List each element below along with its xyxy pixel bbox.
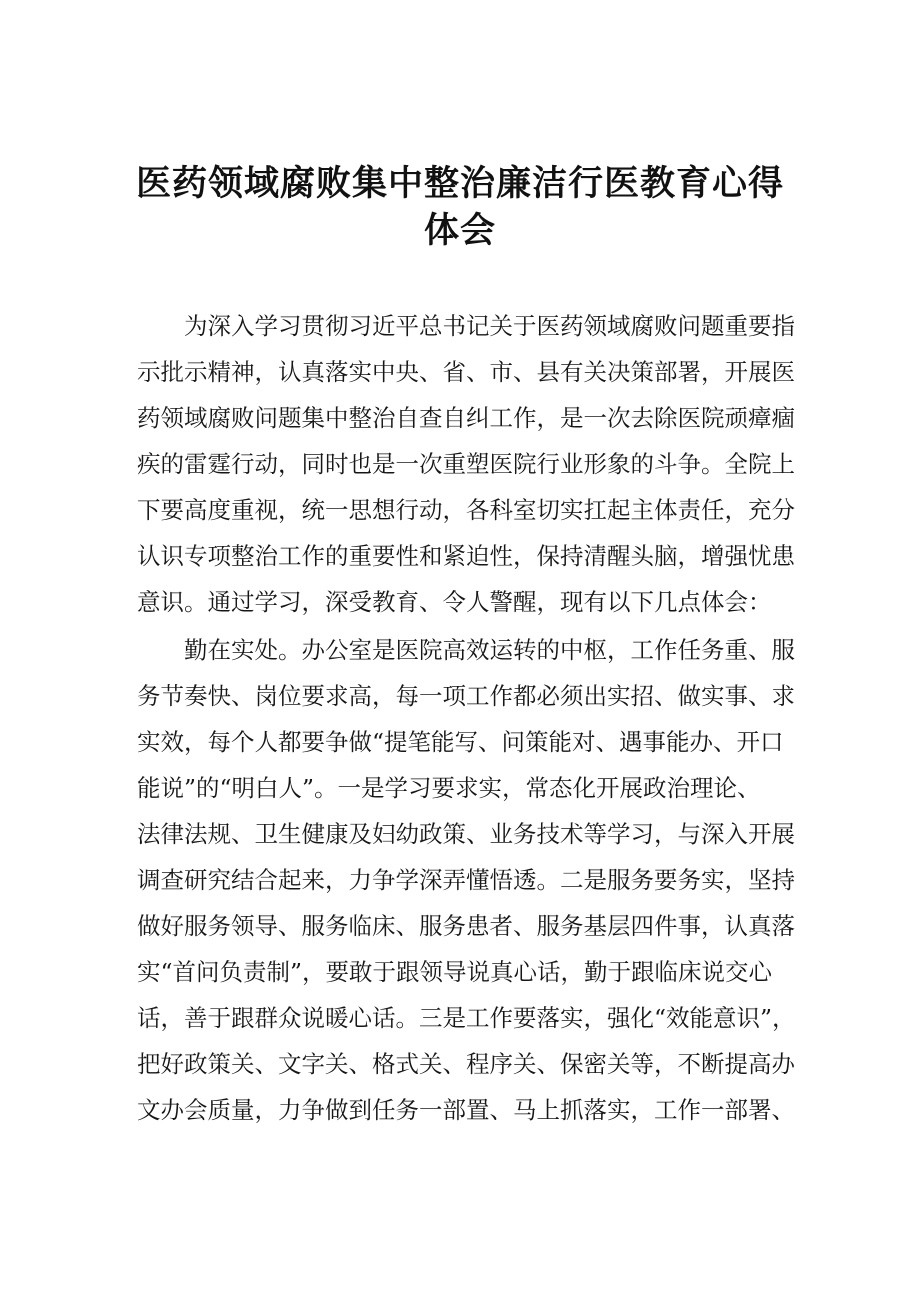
paragraph-1-line-3: 药领域腐败问题集中整治自查自纠工作，是一次去除医院顽瘴痼: [137, 404, 795, 432]
title-line-2: 体会: [423, 210, 496, 251]
paragraph-2-line-1: 勤在实处。办公室是医院高效运转的中枢，工作任务重、服: [184, 636, 795, 664]
paragraph-2-line-6: 调查研究结合起来，力争学深弄懂悟透。二是服务要务实，坚持: [137, 866, 795, 894]
paragraph-1-line-6: 认识专项整治工作的重要性和紧迫性，保持清醒头脑，增强忧患: [137, 542, 795, 570]
paragraph-2-line-7: 做好服务领导、服务临床、服务患者、服务基层四件事，认真落: [137, 912, 795, 940]
paragraph-2-line-8: 实“首问负责制”，要敢于跟领导说真心话，勤于跟临床说交心: [137, 958, 773, 986]
paragraph-1-line-2: 示批示精神，认真落实中央、省、市、县有关决策部署，开展医: [137, 358, 795, 386]
paragraph-2-line-11: 文办会质量，力争做到任务一部置、马上抓落实，工作一部署、: [137, 1096, 795, 1124]
paragraph-1-line-5: 下要高度重视，统一思想行动，各科室切实扛起主体责任，充分: [137, 496, 795, 524]
paragraph-2-line-4: 能说”的“明白人”。一是学习要求实，常态化开展政治理论、: [137, 774, 761, 802]
paragraph-2-line-2: 务节奏快、岗位要求高，每一项工作都必须出实招、做实事、求: [137, 682, 795, 710]
paragraph-1-line-4: 疾的雷霆行动，同时也是一次重塑医院行业形象的斗争。全院上: [137, 450, 795, 478]
paragraph-2-line-10: 把好政策关、文字关、格式关、程序关、保密关等，不断提高办: [137, 1050, 795, 1078]
paragraph-1-line-1: 为深入学习贯彻习近平总书记关于医药领域腐败问题重要指: [184, 312, 795, 340]
paragraph-2-line-5: 法律法规、卫生健康及妇幼政策、业务技术等学习，与深入开展: [137, 820, 795, 848]
paragraph-2-line-3: 实效，每个人都要争做“提笔能写、问策能对、遇事能办、开口: [137, 728, 784, 756]
title-line-1: 医药领域腐败集中整治廉洁行医教育心得: [135, 163, 784, 204]
document-title: [120, 160, 800, 254]
paragraph-1-line-7: 意识。通过学习，深受教育、令人警醒，现有以下几点体会：: [137, 588, 772, 616]
paragraph-2-line-9: 话，善于跟群众说暖心话。三是工作要落实，强化“效能意识”，: [137, 1004, 796, 1032]
